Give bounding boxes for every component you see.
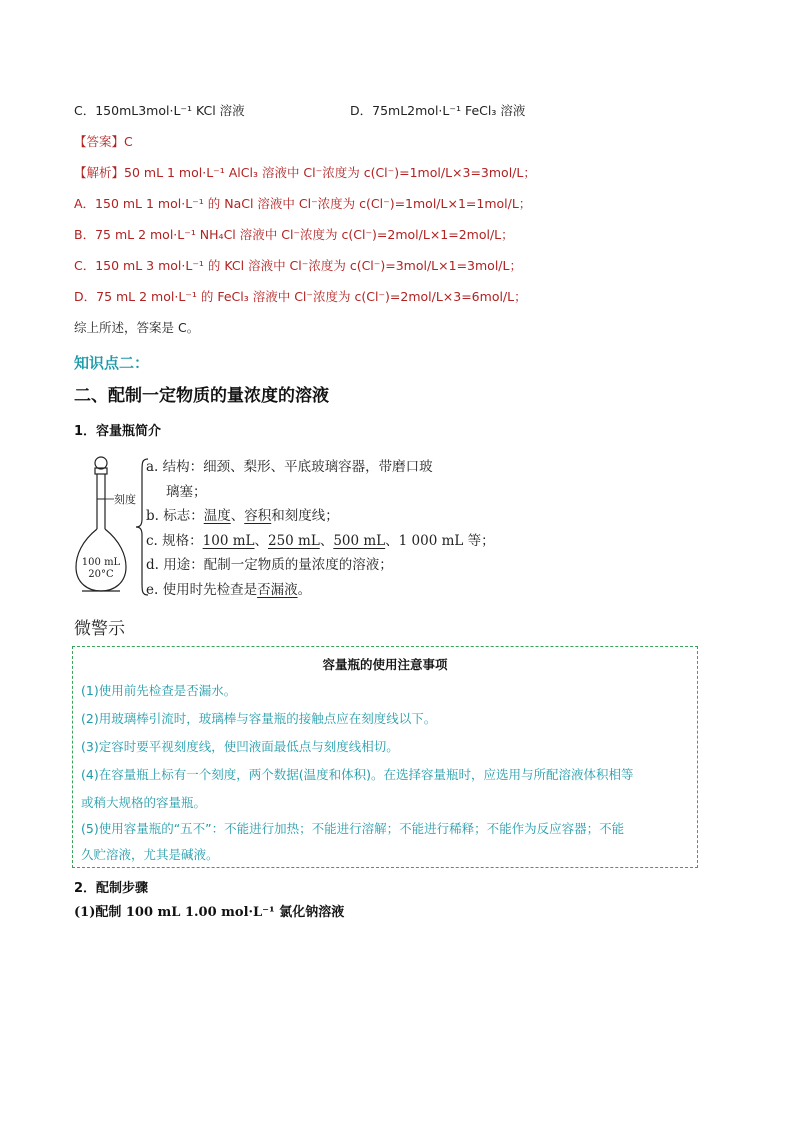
flask-line-e-pre: e. 使用时先检查是 <box>146 581 258 598</box>
flask-line-e-post: 。 <box>297 581 312 598</box>
note-item: 或稍大规格的容量瓶。 <box>81 795 207 810</box>
analysis-label: 【解析】 <box>74 165 125 180</box>
answer-value: C <box>124 134 133 149</box>
flask-line-a2: 璃塞； <box>166 483 207 500</box>
analysis-summary: 综上所述，答案是 C。 <box>74 320 200 335</box>
analysis-a: A．150 mL 1 mol·L⁻¹ 的 NaCl 溶液中 Cl⁻浓度为 c(Cl⁻)=1mol/L×1=1mol/L； <box>74 196 532 211</box>
section-title: 二、配制一定物质的量浓度的溶液 <box>74 386 329 406</box>
notes-title: 容量瓶的使用注意事项 <box>322 657 448 672</box>
answer-label: 【答案】 <box>74 134 125 149</box>
notes-box <box>72 646 698 868</box>
flask-line-b-volume: 容积 <box>244 508 272 524</box>
flask-volume-label: 100 mL <box>81 557 121 568</box>
flask-mark-label: 刻度 <box>114 493 136 506</box>
analysis-c: C．150 mL 3 mol·L⁻¹ 的 KCl 溶液中 Cl⁻浓度为 c(Cl⁻)=3mol/L×1=3mol/L； <box>74 258 522 273</box>
note-item: 久贮溶液，尤其是碱液。 <box>81 847 219 862</box>
volumetric-flask-figure <box>74 455 495 605</box>
note-item: (5)使用容量瓶的“五不”：不能进行加热；不能进行溶解；不能进行稀释；不能作为反应容器；不能 <box>81 821 625 836</box>
flask-temp-label: 20°C <box>88 569 114 580</box>
subsection-title-2: 2．配制步骤 <box>74 881 149 896</box>
flask-line-c-post: 、1 000 mL 等； <box>385 532 495 549</box>
flask-line-c-250: 250 mL <box>267 532 320 549</box>
flask-line-d: d. 用途：配制一定物质的量浓度的溶液； <box>146 557 393 573</box>
flask-info-lines <box>146 455 495 602</box>
analysis-line <box>74 164 536 182</box>
subsection-title-1: 1．容量瓶简介 <box>74 424 162 439</box>
option-d: D．75mL2mol·L⁻¹ FeCl₃ 溶液 <box>350 103 526 118</box>
option-c: C．150mL3mol·L⁻¹ KCl 溶液 <box>74 103 245 118</box>
analysis-text: 50 mL 1 mol·L⁻¹ AlCl₃ 溶液中 Cl⁻浓度为 c(Cl⁻)=1mol/L×3=3mol/L； <box>124 165 536 180</box>
options-row <box>74 102 724 120</box>
flask-line-b-pre: b. 标志： <box>146 508 204 524</box>
note-item: (4)在容量瓶上标有一个刻度，两个数据(温度和体积)。在选择容量瓶时，应选用与所配溶液体积相等 <box>81 767 634 782</box>
analysis-b: B．75 mL 2 mol·L⁻¹ NH₄Cl 溶液中 Cl⁻浓度为 c(Cl⁻)=2mol/L×1=2mol/L； <box>74 227 514 242</box>
step-1-title: (1)配制 100 mL 1.00 mol·L⁻¹ 氯化钠溶液 <box>74 905 345 920</box>
flask-line-c-500: 500 mL <box>333 532 386 549</box>
note-item: (2)用玻璃棒引流时，玻璃棒与容量瓶的接触点应在刻度线以下。 <box>81 711 437 726</box>
flask-line-e <box>146 578 495 603</box>
analysis-d: D．75 mL 2 mol·L⁻¹ 的 FeCl₃ 溶液中 Cl⁻浓度为 c(Cl⁻)=2mol/L×3=6mol/L； <box>74 289 527 304</box>
flask-line-b-sep: 、 <box>230 508 245 524</box>
flask-line-a1: a. 结构：细颈、梨形、平底玻璃容器，带磨口玻 <box>146 459 433 475</box>
flask-line-c: c. 规格：100 mL、250 mL、500 mL、1 000 mL 等； <box>146 532 495 549</box>
knowledge-point-heading: 知识点二： <box>74 354 150 372</box>
flask-line-e-leak: 否漏液 <box>257 581 298 598</box>
warning-heading: 微警示 <box>74 619 125 639</box>
note-item: (3)定容时要平视刻度线，使凹液面最低点与刻度线相切。 <box>81 739 399 754</box>
answer-line <box>74 133 133 151</box>
flask-line-c-pre: c. 规格： <box>146 532 203 549</box>
note-item: (1)使用前先检查是否漏水。 <box>81 683 237 698</box>
flask-line-b-post: 和刻度线； <box>271 508 339 524</box>
flask-line-b <box>146 504 495 529</box>
flask-line-b-temp: 温度 <box>203 508 231 524</box>
flask-line-c-100: 100 mL <box>202 532 255 549</box>
